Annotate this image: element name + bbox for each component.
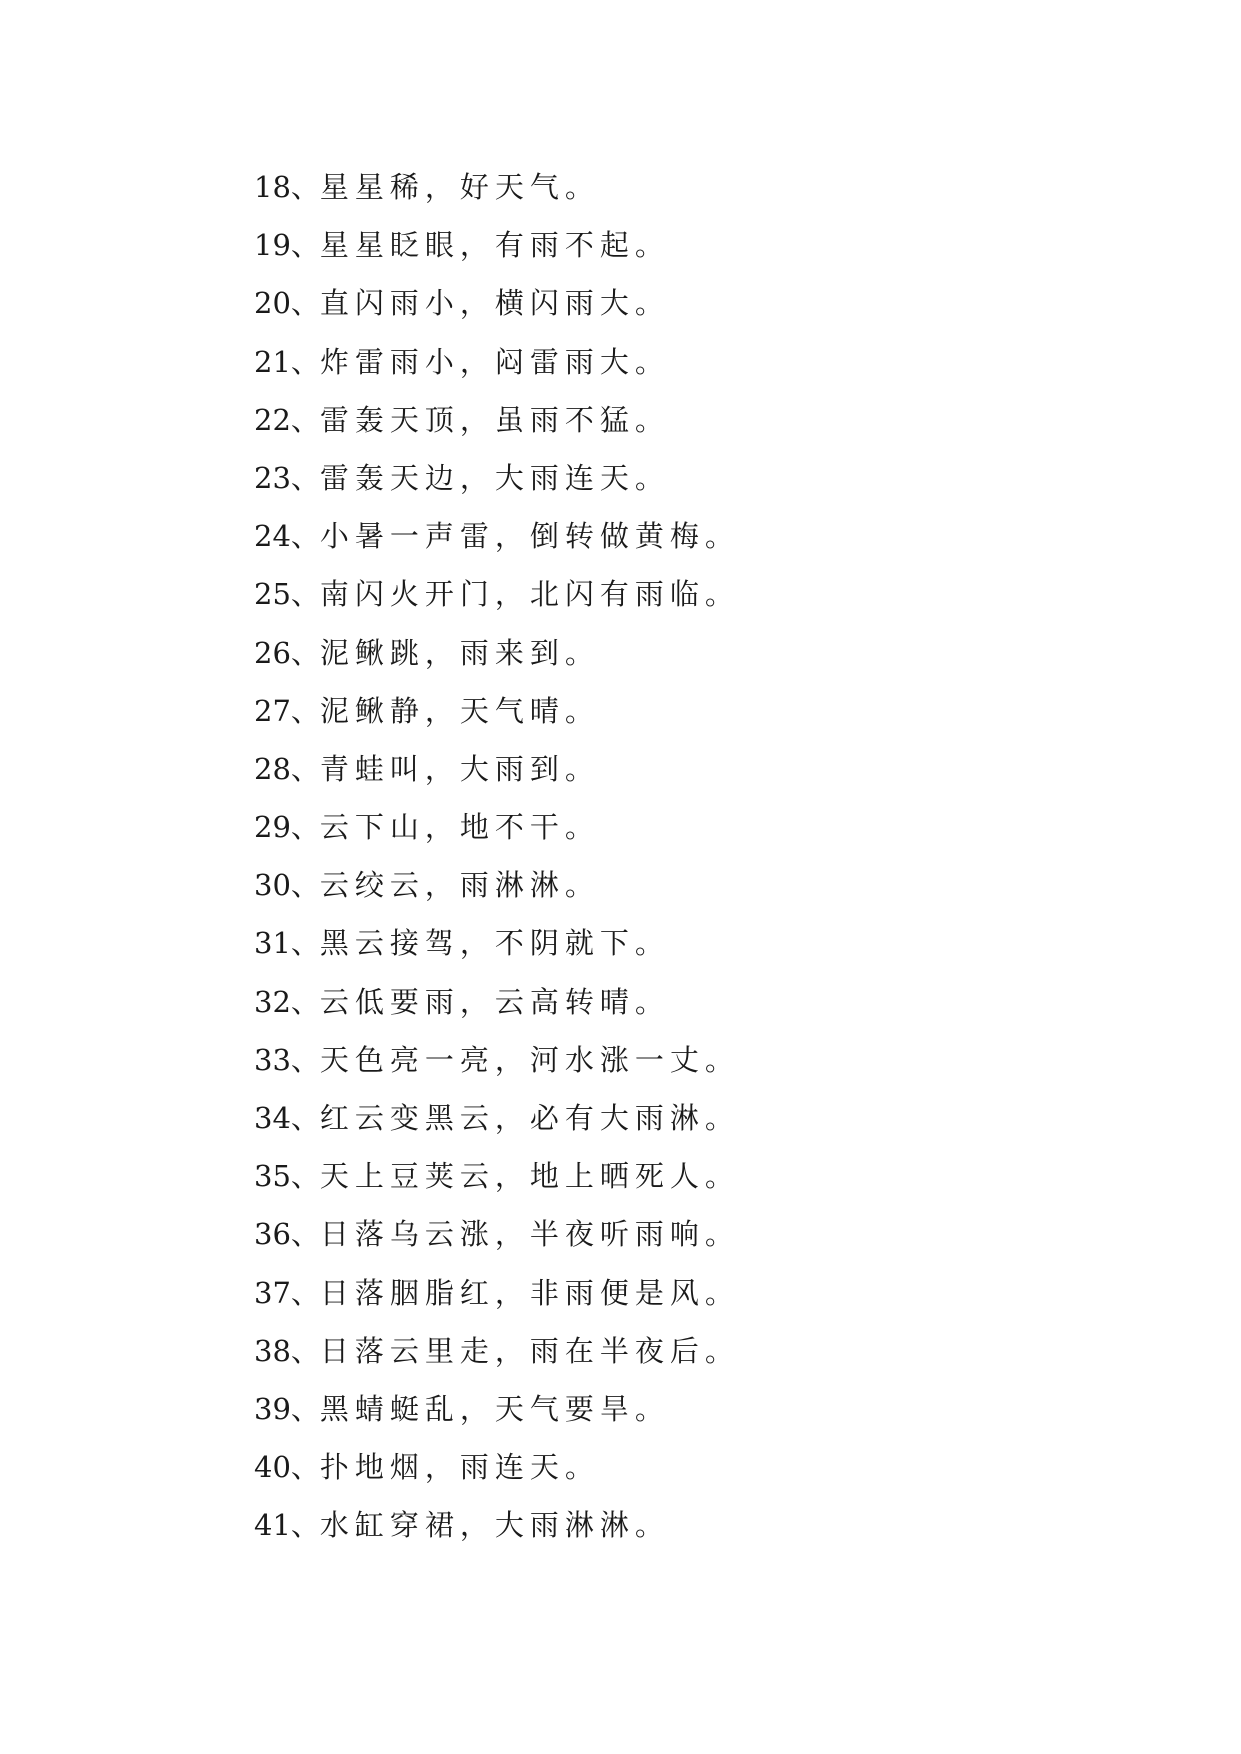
item-number: 26、 (254, 635, 320, 670)
list-item (254, 743, 740, 801)
item-number: 29、 (254, 810, 320, 845)
item-number: 18、 (254, 170, 320, 204)
item-text: 南闪火开门，北闪有雨临。 (319, 577, 740, 612)
item-number: 22、 (254, 402, 320, 437)
item-text: 天上豆荚云，地上晒死人。 (319, 1159, 740, 1194)
list-item (254, 394, 740, 452)
item-number: 39、 (254, 1391, 320, 1426)
list-item (254, 1499, 740, 1557)
list-item (254, 1092, 740, 1150)
item-number: 36、 (254, 1217, 320, 1252)
item-text: 黑云接驾，不阴就下。 (319, 926, 670, 961)
item-text: 雷轰天边，大雨连天。 (319, 460, 670, 495)
list-item (254, 627, 740, 685)
list-item (254, 1383, 740, 1441)
list-item (254, 336, 740, 394)
item-number: 38、 (254, 1333, 320, 1368)
item-number: 27、 (254, 693, 320, 728)
item-text: 泥鳅跳，雨来到。 (319, 635, 600, 670)
list-item (254, 1208, 740, 1266)
item-text: 云低要雨，云高转晴。 (319, 984, 670, 1019)
item-number: 35、 (254, 1159, 320, 1194)
list-item (254, 277, 740, 335)
item-number: 37、 (254, 1275, 320, 1310)
item-text: 雷轰天顶，虽雨不猛。 (319, 402, 670, 437)
item-text: 扑地烟，雨连天。 (319, 1450, 600, 1485)
item-text: 日落云里走，雨在半夜后。 (319, 1333, 740, 1368)
list-item (254, 1325, 740, 1383)
item-text: 水缸穿裙，大雨淋淋。 (319, 1508, 670, 1543)
item-number: 31、 (254, 926, 320, 961)
list-item (254, 452, 740, 510)
list-item (254, 219, 740, 277)
proverb-list (254, 161, 740, 1558)
item-text: 小暑一声雷，倒转做黄梅。 (319, 519, 740, 554)
item-text: 星星稀，好天气。 (319, 170, 600, 204)
list-item (254, 801, 740, 859)
list-item (254, 1150, 740, 1208)
item-text: 云绞云，雨淋淋。 (319, 868, 600, 903)
item-number: 33、 (254, 1042, 320, 1077)
item-number: 40、 (254, 1450, 320, 1485)
item-number: 34、 (254, 1101, 320, 1135)
item-text: 青蛙叫，大雨到。 (319, 751, 600, 786)
item-number: 32、 (254, 984, 320, 1019)
item-text: 黑蜻蜓乱，天气要旱。 (319, 1391, 670, 1426)
item-text: 云下山，地不干。 (319, 810, 600, 845)
item-text: 日落胭脂红，非雨便是风。 (319, 1275, 740, 1310)
item-text: 天色亮一亮，河水涨一丈。 (319, 1042, 740, 1077)
list-item (254, 510, 740, 568)
item-number: 19、 (254, 228, 320, 263)
list-item (254, 568, 740, 626)
list-item (254, 1441, 740, 1499)
item-number: 41、 (254, 1508, 320, 1543)
item-number: 20、 (254, 286, 320, 321)
item-text: 日落乌云涨，半夜听雨响。 (319, 1217, 740, 1252)
item-text: 直闪雨小，横闪雨大。 (319, 286, 670, 321)
list-item (254, 917, 740, 975)
item-number: 30、 (254, 868, 320, 903)
item-text: 泥鳅静，天气晴。 (319, 693, 600, 728)
list-item (254, 161, 740, 219)
item-number: 25、 (254, 577, 320, 612)
list-item (254, 1034, 740, 1092)
item-text: 炸雷雨小，闷雷雨大。 (319, 344, 670, 379)
item-text: 红云变黑云，必有大雨淋。 (319, 1101, 740, 1135)
item-number: 24、 (254, 519, 320, 554)
list-item (254, 685, 740, 743)
list-item (254, 859, 740, 917)
list-item (254, 1267, 740, 1325)
item-text: 星星眨眼，有雨不起。 (319, 228, 670, 263)
list-item (254, 976, 740, 1034)
item-number: 28、 (254, 751, 320, 786)
item-number: 21、 (254, 344, 320, 379)
item-number: 23、 (254, 460, 320, 495)
